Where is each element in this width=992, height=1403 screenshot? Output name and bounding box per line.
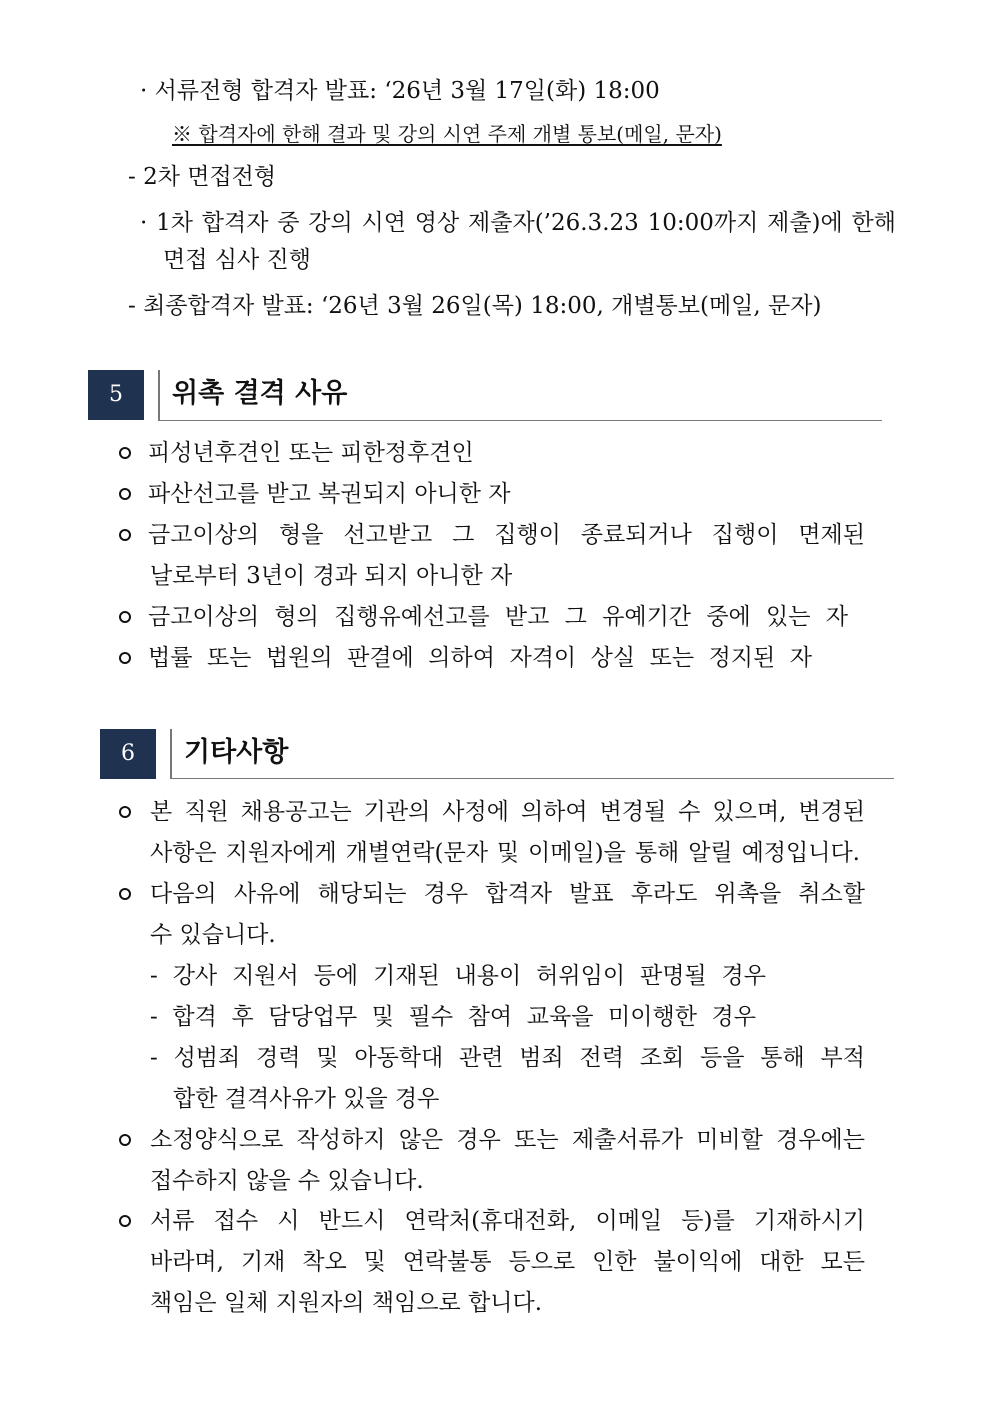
bullet-circle-icon [119,488,131,500]
other-item-2-line2: 수 있습니다. [150,922,276,948]
other-item-4-line3: 책임은 일체 지원자의 책임으로 합니다. [150,1290,543,1316]
bullet-circle-icon [119,1215,131,1227]
section-5-title: 위촉 결격 사유 [172,378,348,409]
other-item-2-line1: 다음의 사유에 해당되는 경우 합격자 발표 후라도 위촉을 취소할 [150,881,865,907]
other-subitem-1: - 강사 지원서 등에 기재된 내용이 허위임이 판명될 경우 [150,963,766,989]
other-subitem-3-line2: 합한 결격사유가 있을 경우 [173,1086,440,1112]
bullet-circle-icon [119,447,131,459]
section-5-underline [158,420,882,421]
document-screening-announcement: · 서류전형 합격자 발표: ‘26년 3월 17일(화) 18:00 [140,78,660,104]
disqualification-item-5: 법률 또는 법원의 판결에 의하여 자격이 상실 또는 정지된 자 [148,645,812,671]
notice-note: ※ 합격자에 한해 결과 및 강의 시연 주제 개별 통보(메일, 문자) [172,122,722,146]
disqualification-item-4: 금고이상의 형의 집행유예선고를 받고 그 유예기간 중에 있는 자 [148,604,848,630]
other-item-1-line2: 사항은 지원자에게 개별연락(문자 및 이메일)을 통해 알릴 예정입니다. [150,840,860,866]
interview-stage-title: - 2차 면접전형 [128,164,277,190]
other-item-1-line1: 본 직원 채용공고는 기관의 사정에 의하여 변경될 수 있으며, 변경된 [150,799,865,825]
other-subitem-2: - 합격 후 담당업무 및 필수 참여 교육을 미이행한 경우 [150,1004,756,1030]
disqualification-item-3-line1: 금고이상의 형을 선고받고 그 집행이 종료되거나 집행이 면제된 [148,522,865,548]
bullet-circle-icon [119,529,131,541]
bullet-circle-icon [119,652,131,664]
section-6-number: 6 [100,729,156,779]
disqualification-item-2: 파산선고를 받고 복권되지 아니한 자 [148,481,511,507]
bullet-circle-icon [119,806,131,818]
disqualification-item-1: 피성년후견인 또는 피한정후견인 [148,440,474,466]
section-6-divider [170,729,172,779]
section-6-underline [170,778,894,779]
bullet-circle-icon [119,611,131,623]
section-5-divider [158,370,160,420]
disqualification-item-3-line2: 날로부터 3년이 경과 되지 아니한 자 [150,563,513,589]
interview-stage-desc-line1: · 1차 합격자 중 강의 시연 영상 제출자(’26.3.23 10:00까지 제출)에 한해 [140,210,896,236]
interview-stage-desc-line2: 면접 심사 진행 [163,247,311,273]
bullet-circle-icon [119,888,131,900]
other-subitem-3-line1: - 성범죄 경력 및 아동학대 관련 범죄 전력 조회 등을 통해 부적 [150,1045,865,1071]
section-6-title: 기타사항 [184,737,289,768]
bullet-circle-icon [119,1134,131,1146]
section-5-number: 5 [88,370,144,420]
other-item-4-line2: 바라며, 기재 착오 및 연락불통 등으로 인한 불이익에 대한 모든 [150,1249,865,1275]
other-item-4-line1: 서류 접수 시 반드시 연락처(휴대전화, 이메일 등)를 기재하시기 [150,1208,865,1234]
final-announcement: - 최종합격자 발표: ‘26년 3월 26일(목) 18:00, 개별통보(메일, 문자) [128,293,822,319]
other-item-3-line2: 접수하지 않을 수 있습니다. [150,1168,424,1194]
other-item-3-line1: 소정양식으로 작성하지 않은 경우 또는 제출서류가 미비할 경우에는 [150,1127,865,1153]
